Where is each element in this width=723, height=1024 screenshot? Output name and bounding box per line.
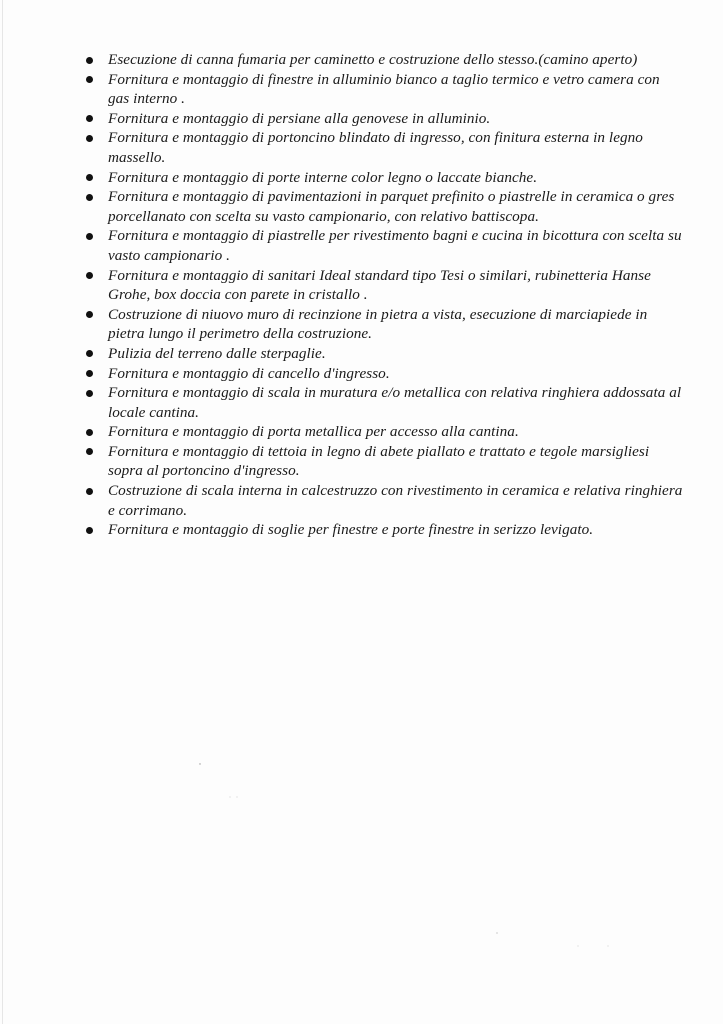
scan-speck (230, 797, 231, 798)
list-item-text: Esecuzione di canna fumaria per caminetto e costruzione dello stesso.(camino aperto) (108, 51, 638, 68)
scan-speck (496, 932, 497, 933)
list-item-text: Fornitura e montaggio di scala in muratura e/o metallica con relativa ringhiera addossata al locale cantina. (108, 384, 682, 421)
list-item-text: Fornitura e montaggio di persiane alla genovese in alluminio. (108, 109, 491, 127)
list-item-text: Fornitura e montaggio di porta metallica per accesso alla cantina. (108, 423, 519, 441)
scan-speck (608, 946, 609, 947)
list-item-text: Fornitura e montaggio di soglie per finestre e porte finestre in serizzo levigato. (108, 521, 594, 539)
scan-speck (199, 763, 200, 764)
list-item-text: Fornitura e montaggio di pavimentazioni in parquet prefinito o piastrelle in ceramica o gres porcellanato con scelta su vasto campionario, con relativo battiscopa. (108, 188, 675, 225)
list-item-text: Fornitura e montaggio di piastrelle per rivestimento bagni e cucina in bicottura con scelta su vasto campionario . (108, 227, 682, 264)
list-item-text: Costruzione di niuovo muro di recinzione in pietra a vista, esecuzione di marciapiede in pietra lungo il perimetro della costruzione. (108, 305, 648, 343)
list-item-text: Fornitura e montaggio di sanitari Ideal standard tipo Tesi o similari, rubinetteria Hanse Grohe, box doccia con parete in cristallo . (108, 266, 651, 304)
list-item-text: Pulizia del terreno dalle sterpaglie. (108, 344, 326, 362)
list-item-text: Fornitura e montaggio di finestre in alluminio bianco a taglio termico e vetro camera con gas interno . (108, 70, 660, 108)
list-item-text: Fornitura e montaggio di porte interne color legno o laccate bianche. (108, 168, 538, 186)
list-item-text: Fornitura e montaggio di cancello d'ingresso. (108, 364, 390, 382)
scan-speck (237, 797, 238, 798)
list-item-text: Fornitura e montaggio di tettoia in legno di abete piallato e trattato e tegole marsigliesi sopra al portoncino d'ingresso. (108, 442, 650, 480)
list-item-text: Fornitura e montaggio di portoncino blindato di ingresso, con finitura esterna in legno massello. (108, 129, 643, 166)
list-item-text: Costruzione di scala interna in calcestruzzo con rivestimento in ceramica e relativa ringhiera e corrimano. (108, 482, 683, 519)
scan-speck (578, 946, 579, 947)
